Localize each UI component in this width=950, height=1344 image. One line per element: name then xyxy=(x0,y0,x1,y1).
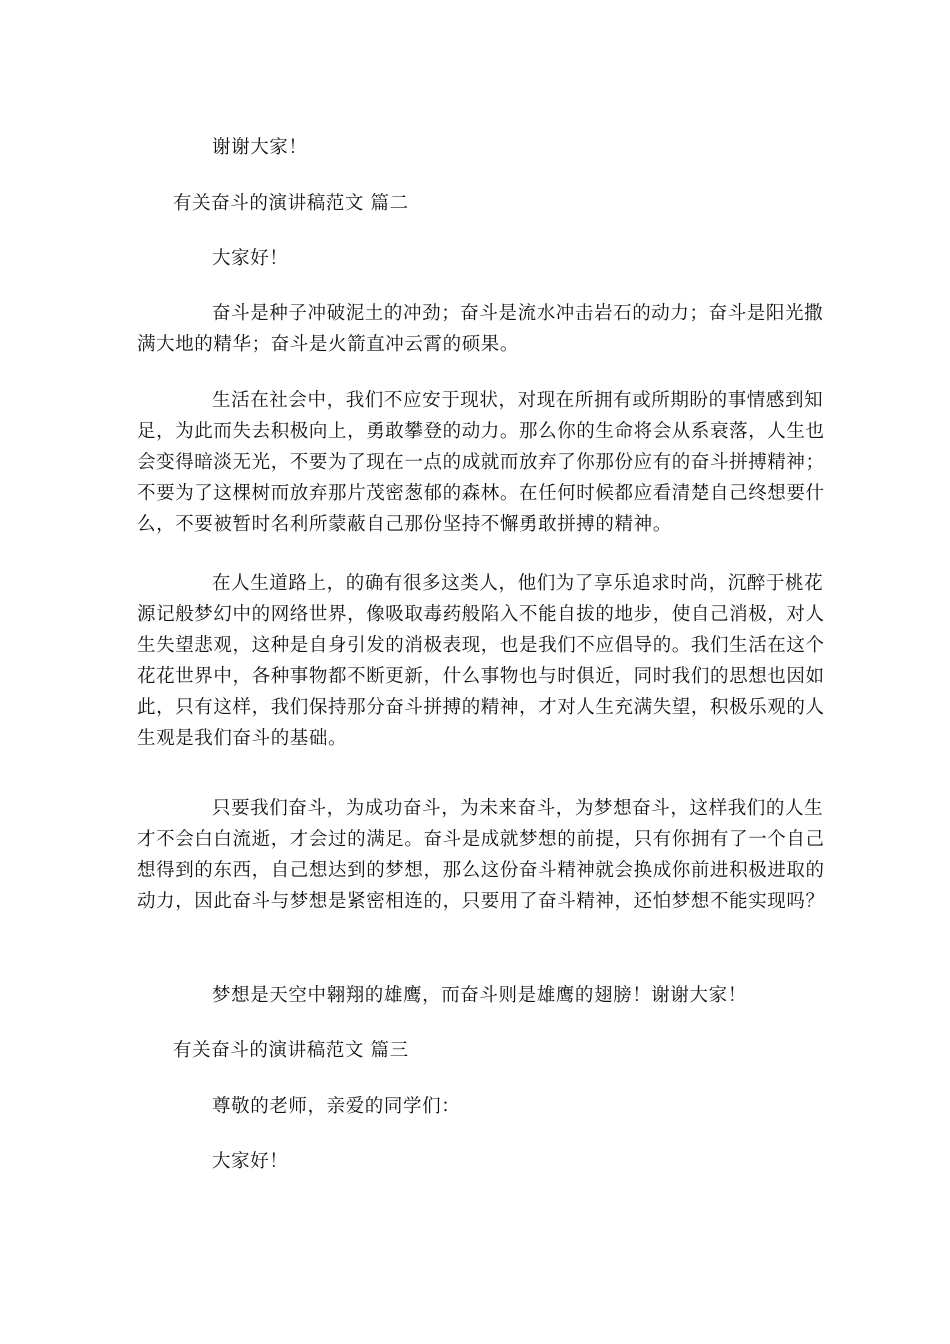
paragraph-greeting: 大家好！ xyxy=(212,248,289,269)
paragraph-thanks: 谢谢大家！ xyxy=(212,137,308,158)
section-heading-2: 有关奋斗的演讲稿范文 篇二 xyxy=(173,193,409,214)
paragraph-dream: 只要我们奋斗，为成功奋斗，为未来奋斗，为梦想奋斗，这样我们的人生才不会白白流逝，才会过的满足。奋斗是成就梦想的前提，只有你拥有了一个自己想得到的东西，自己想达到的梦想，那么这份奋斗精神就会换成你前进积极进取的动力，因此奋斗与梦想是紧密相连的，只要用了奋斗精神，还怕梦想不能实现吗？ xyxy=(137,798,825,912)
paragraph-life-road: 在人生道路上，的确有很多这类人，他们为了享乐追求时尚，沉醉于桃花源记般梦幻中的网络世界，像吸取毒药般陷入不能自拔的地步，使自己消极，对人生失望悲观，这种是自身引发的消极表现，也是我们不应倡导的。我们生活在这个花花世界中，各种事物都不断更新，什么事物也与时俱近，同时我们的思想也因如此，只有这样，我们保持那分奋斗拼搏的精神，才对人生充满失望，积极乐观的人生观是我们奋斗的基础。 xyxy=(137,573,825,749)
paragraph-struggle-definition: 奋斗是种子冲破泥土的冲劲；奋斗是流水冲击岩石的动力；奋斗是阳光撒满大地的精华；奋斗是火箭直冲云霄的硕果。 xyxy=(137,303,824,355)
paragraph-greeting-2: 大家好！ xyxy=(212,1151,289,1172)
paragraph-society: 生活在社会中，我们不应安于现状，对现在所拥有或所期盼的事情感到知足，为此而失去积极向上，勇敢攀登的动力。那么你的生命将会从系衰落，人生也会变得暗淡无光，不要为了现在一点的成就而放弃了你那份应有的奋斗拼搏精神；不要为了这棵树而放弃那片茂密葱郁的森林。在任何时候都应看清楚自己终想要什么，不要被暂时名利所蒙蔽自己那份坚持不懈勇敢拼搏的精神。 xyxy=(137,390,825,535)
paragraph-salutation: 尊敬的老师，亲爱的同学们： xyxy=(212,1096,461,1117)
paragraph-eagle: 梦想是天空中翱翔的雄鹰，而奋斗则是雄鹰的翅膀！谢谢大家！ xyxy=(212,985,747,1006)
section-heading-3: 有关奋斗的演讲稿范文 篇三 xyxy=(173,1040,409,1061)
